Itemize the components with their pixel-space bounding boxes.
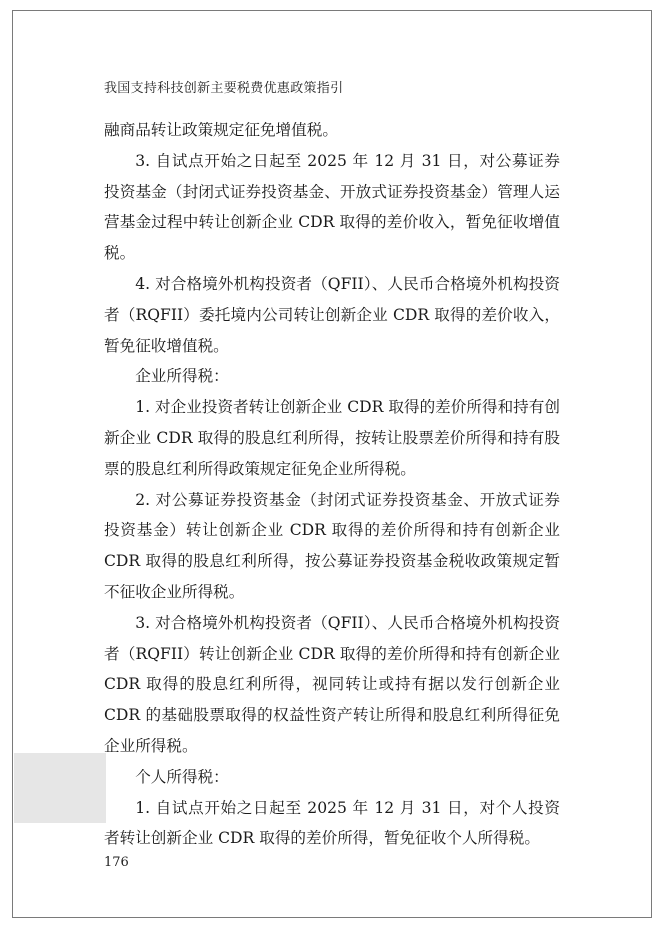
running-header: 我国支持科技创新主要税费优惠政策指引 (104, 81, 344, 96)
body-text (104, 115, 560, 854)
paragraph-vat-item-3: 3. 自试点开始之日起至 2025 年 12 月 31 日，对公募证券投资基金（封闭式证券投资基金、开放式证券投资基金）管理人运营基金过程中转让创新企业 CDR 取得的差价收入，暂免征收增值税。 (104, 151, 560, 263)
paragraph-continuation: 融商品转让政策规定征免增值税。 (104, 121, 338, 139)
page-number: 176 (104, 855, 129, 870)
paragraph-cit-item-3: 3. 对合格境外机构投资者（QFII）、人民币合格境外机构投资者（RQFII）转让创新企业 CDR 取得的差价所得和持有创新企业 CDR 取得的股息红利所得，视同转让或持有据以发行创新企业 CDR 的基础股票取得的权益性资产转让所得和股息红利所得征免企业所得税。 (104, 613, 560, 755)
paragraph-vat-item-4: 4. 对合格境外机构投资者（QFII）、人民币合格境外机构投资者（RQFII）委托境内公司转让创新企业 CDR 取得的差价收入，暂免征收增值税。 (104, 274, 560, 355)
paragraph-cit-item-1: 1. 对企业投资者转让创新企业 CDR 取得的差价所得和持有创新企业 CDR 取得的股息红利所得，按转让股票差价所得和持有股票的股息红利所得政策规定征免企业所得税。 (104, 398, 560, 478)
paragraph-iit-item-1: 1. 自试点开始之日起至 2025 年 12 月 31 日，对个人投资者转让创新企业 CDR 取得的差价所得，暂免征收个人所得税。 (104, 798, 560, 848)
paragraph-cit-item-2: 2. 对公募证券投资基金（封闭式证券投资基金、开放式证券投资基金）转让创新企业 CDR 取得的差价所得和持有创新企业 CDR 取得的股息红利所得，按公募证券投资基金税收政策规定暂不征收企业所得税。 (104, 490, 560, 601)
section-heading-individual-income-tax: 个人所得税： (135, 767, 229, 786)
section-heading-corporate-income-tax: 企业所得税： (135, 367, 229, 386)
side-tab-marker (14, 753, 106, 823)
